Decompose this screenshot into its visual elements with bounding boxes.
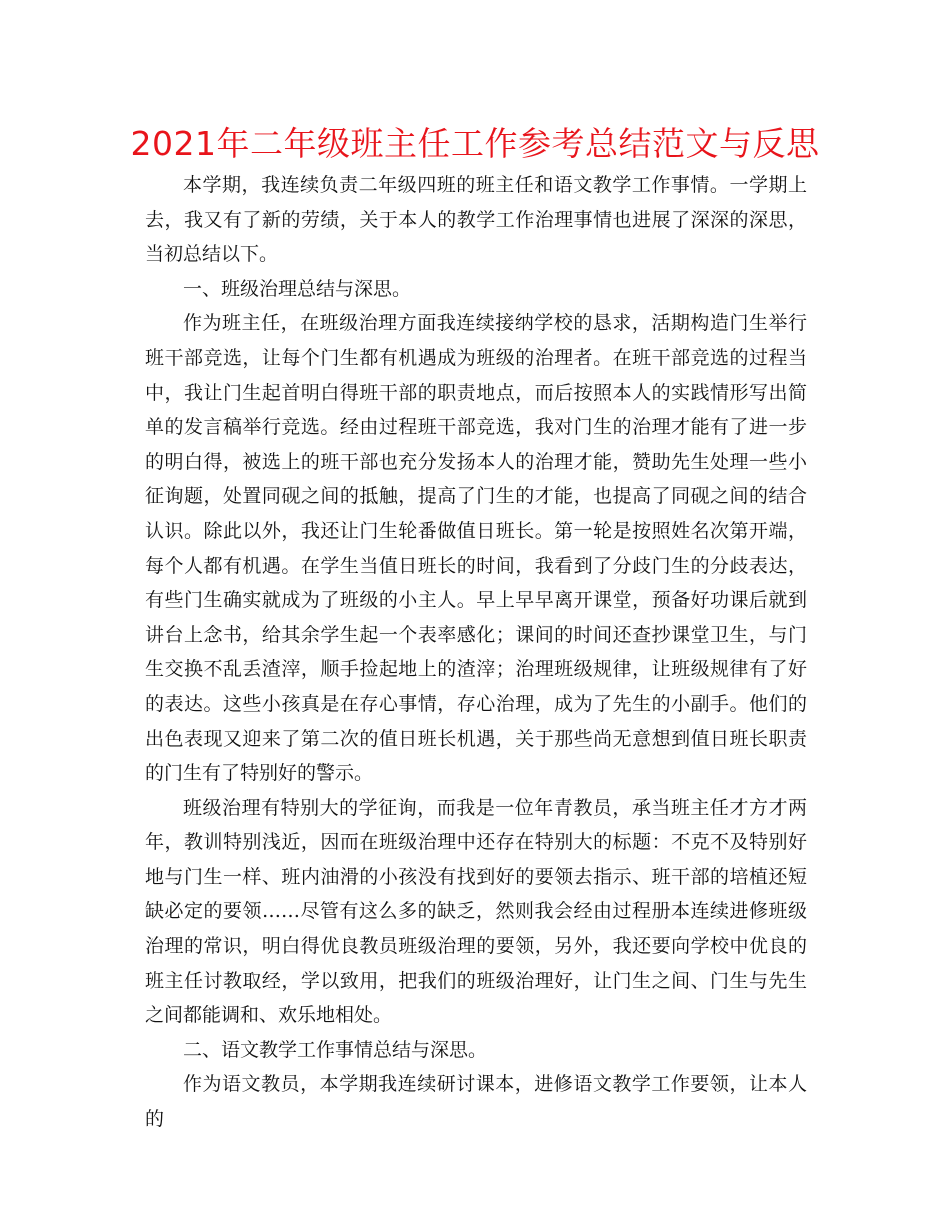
paragraph-chinese-teaching: 作为语文教员，本学期我连续研讨课本，进修语文教学工作要领，让本人的 [145, 1073, 807, 1131]
paragraph-class-management: 作为班主任，在班级治理方面我连续接纳学校的恳求，活期构造门生举行班干部竞选，让每个门生都有机遇成为班级的治理者。在班干部竞选的过程当中，我让门生起首明白得班干部的职责地点，而后按照本人的实践情形写出简单的发言稿举行竞选。经由过程班干部竞选，我对门生的治理才能有了进一步的明白得，被选上的班干部也充分发扬本人的治理才能，赞助先生处理一些小征询题，处置同砚之间的抵触，提高了门生的才能，也提高了同砚之间的结合认识。除此以外，我还让门生轮番做值日班长。第一轮是按照姓名次第开端，每个人都有机遇。在学生当值日班长的时间，我看到了分歧门生的分歧表达，有些门生确实就成为了班级的小主人。早上早早离开课堂，预备好功课后就到讲台上念书，给其余学生起一个表率感化；课间的时间还查抄课堂卫生，与门生交换不乱丢渣滓，顺手捡起地上的渣滓；治理班级规律，让班级规律有了好的表达。这些小孩真是在存心事情，存心治理，成为了先生的小副手。他们的出色表现又迎来了第二次的值日班长机遇，关于那些尚无意想到值日班长职责的门生有了特别好的警示。 [145, 312, 807, 785]
section-heading-chinese-teaching: 二、语文教学工作事情总结与深思。 [183, 1038, 488, 1061]
document-body [145, 168, 807, 1137]
paragraph-intro: 本学期，我连续负责二年级四班的班主任和语文教学工作事情。一学期上去，我又有了新的劳绩，关于本人的教学工作治理事情也进展了深深的深思，当初总结以下。 [145, 174, 807, 266]
document-title: 2021年二年级班主任工作参考总结范文与反思 [130, 124, 820, 163]
section-heading-class-management: 一、班级治理总结与深思。 [183, 277, 412, 300]
paragraph-class-management-reflection: 班级治理有特别大的学征询，而我是一位年青教员，承当班主任才方才两年，教训特别浅近，因而在班级治理中还存在特别大的标题：不克不及特别好地与门生一样、班内油滑的小孩没有找到好的要领去指示、班干部的培植还短缺必定的要领……尽管有这么多的缺乏，然则我会经由过程册本连续进修班级治理的常识，明白得优良教员班级治理的要领，另外，我还要向学校中优良的班主任讨教取经，学以致用，把我们的班级治理好，让门生之间、门生与先生之间都能调和、欢乐地相处。 [145, 796, 807, 1027]
